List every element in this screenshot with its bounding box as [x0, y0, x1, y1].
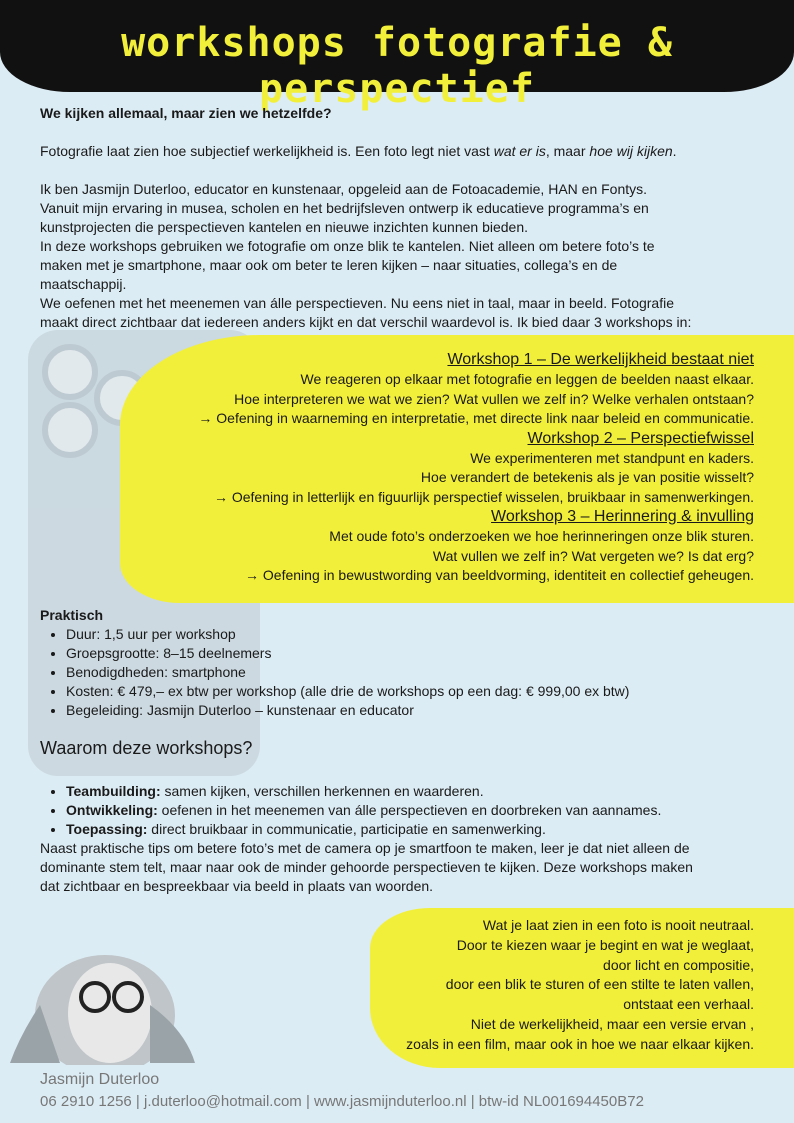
quote-line: ontstaat een verhaal.	[623, 996, 754, 1013]
quote-line: door licht en compositie,	[603, 956, 754, 973]
waarom-text-line: Naast praktische tips om betere foto’s met de camera op je smartfoon te maken, leer je dat niet alleen de	[40, 840, 690, 856]
portrait-photo	[0, 935, 200, 1065]
quote-line: Niet de werkelijkheid, maar een versie ervan ,	[470, 1015, 754, 1032]
intro-paragraph-2: Ik ben Jasmijn Duterloo, educator en kunstenaar, opgeleid aan de Fotoacademie, HAN en Fontys. Vanuit mijn ervaring in musea, scholen en het bedrijfsleven ontwerp ik educatieve programma’s en kunstprojecten die perspectieven kantelen en nieuwe inzichten kunnen bieden. In deze workshops gebruiken we fotografie om onze blik te kantelen. Niet alleen om betere foto’s te maken met je smartphone, maar ook om beter te leren kijken – naar situaties, collega’s en de maatschappij. We oefenen met het meenemen van álle perspectieven. Nu eens niet in taal, maar in beeld. Fotografie maakt direct zichtbaar dat iedereen anders kijkt en dat verschil waardevol is. Ik bied daar 3 workshops in:	[40, 181, 692, 330]
footer-contact: 06 2910 1256 | j.duterloo@hotmail.com | www.jasmijnduterloo.nl | btw-id NL001694450B72	[40, 1093, 644, 1110]
workshop-1-line: We reageren op elkaar met fotografie en leggen de beelden naast elkaar.	[300, 371, 754, 387]
list-item: • Duur: 1,5 uur per workshop	[66, 625, 755, 644]
workshop-2-line: Hoe verandert de betekenis als je van positie wisselt?	[420, 469, 754, 485]
list-item: • Groepsgrootte: 8–15 deelnemers	[66, 644, 755, 663]
workshop-3-line: Wat vullen we zelf in? Wat vergeten we? Is dat erg?	[432, 547, 754, 564]
list-item: • Kosten: € 479,– ex btw per workshop (alle drie de workshops op een dag: € 999,00 ex btw)	[66, 682, 755, 701]
workshops-section	[54, 350, 754, 586]
waarom-text-line: dominante stem telt, maar naar ook de minder gehoorde perspectieven te kijken. Deze workshops maken	[40, 859, 693, 875]
praktisch-heading: Praktisch	[40, 607, 104, 623]
workshop-2-line: → Oefening in letterlijk en figuurlijk perspectief wisselen, bruikbaar in samenwerkingen.	[213, 488, 754, 505]
workshop-2-title: Workshop 2 – Perspectiefwissel	[527, 429, 754, 447]
workshop-3-title: Workshop 3 – Herinnering & invulling	[491, 508, 754, 525]
workshop-1-title: Workshop 1 – De werkelijkheid bestaat niet	[447, 351, 754, 368]
intro-question: We kijken allemaal, maar zien we hetzelfde?	[40, 105, 332, 121]
quote-line: Wat je laat zien in een foto is nooit neutraal.	[482, 917, 754, 933]
quote-block	[334, 916, 754, 1055]
workshop-2-line: We experimenteren met standpunt en kaders.	[470, 449, 754, 466]
list-item: • Teambuilding: samen kijken, verschillen herkennen en waarderen.	[66, 782, 755, 801]
workshop-1-line: Hoe interpreteren we wat we zien? Wat vullen we zelf in? Welke verhalen ontstaan?	[234, 390, 754, 407]
list-item: • Begeleiding: Jasmijn Duterloo – kunstenaar en educator	[66, 701, 755, 720]
workshop-3-line: Met oude foto’s onderzoeken we hoe herinneringen onze blik sturen.	[329, 528, 754, 544]
list-item: • Ontwikkeling: oefenen in het meenemen van álle perspectieven en doorbreken van aannames.	[66, 801, 755, 820]
quote-line: door een blik te sturen of een stilte te laten vallen,	[445, 976, 754, 993]
waarom-section	[40, 782, 755, 896]
praktisch-section	[40, 606, 755, 720]
intro-paragraph-1: Fotografie laat zien hoe subjectief werkelijkheid is. Een foto legt niet vast wat er is, maar hoe wij kijken.	[40, 143, 677, 159]
workshop-3-line: → Oefening in bewustwording van beeldvorming, identiteit en collectief geheugen.	[245, 567, 754, 583]
quote-line: Door te kiezen waar je begint en wat je weglaat,	[456, 936, 754, 953]
waarom-text-line: dat zichtbaar en bespreekbaar via beeld in plaats van woorden.	[40, 878, 434, 894]
quote-line: zoals in een film, maar ook in hoe we naar elkaar kijken.	[406, 1035, 754, 1052]
page-title: workshops fotografie & perspectief	[121, 20, 673, 112]
list-item: • Benodigdheden: smartphone	[66, 663, 755, 682]
workshop-1-line: → Oefening in waarneming en interpretatie, met directe link naar beleid en communicatie.	[198, 410, 754, 426]
waarom-heading: Waarom deze workshops?	[40, 738, 253, 758]
list-item: • Toepassing: direct bruikbaar in communicatie, participatie en samenwerking.	[66, 820, 755, 839]
footer-name: Jasmijn Duterloo	[40, 1071, 160, 1088]
